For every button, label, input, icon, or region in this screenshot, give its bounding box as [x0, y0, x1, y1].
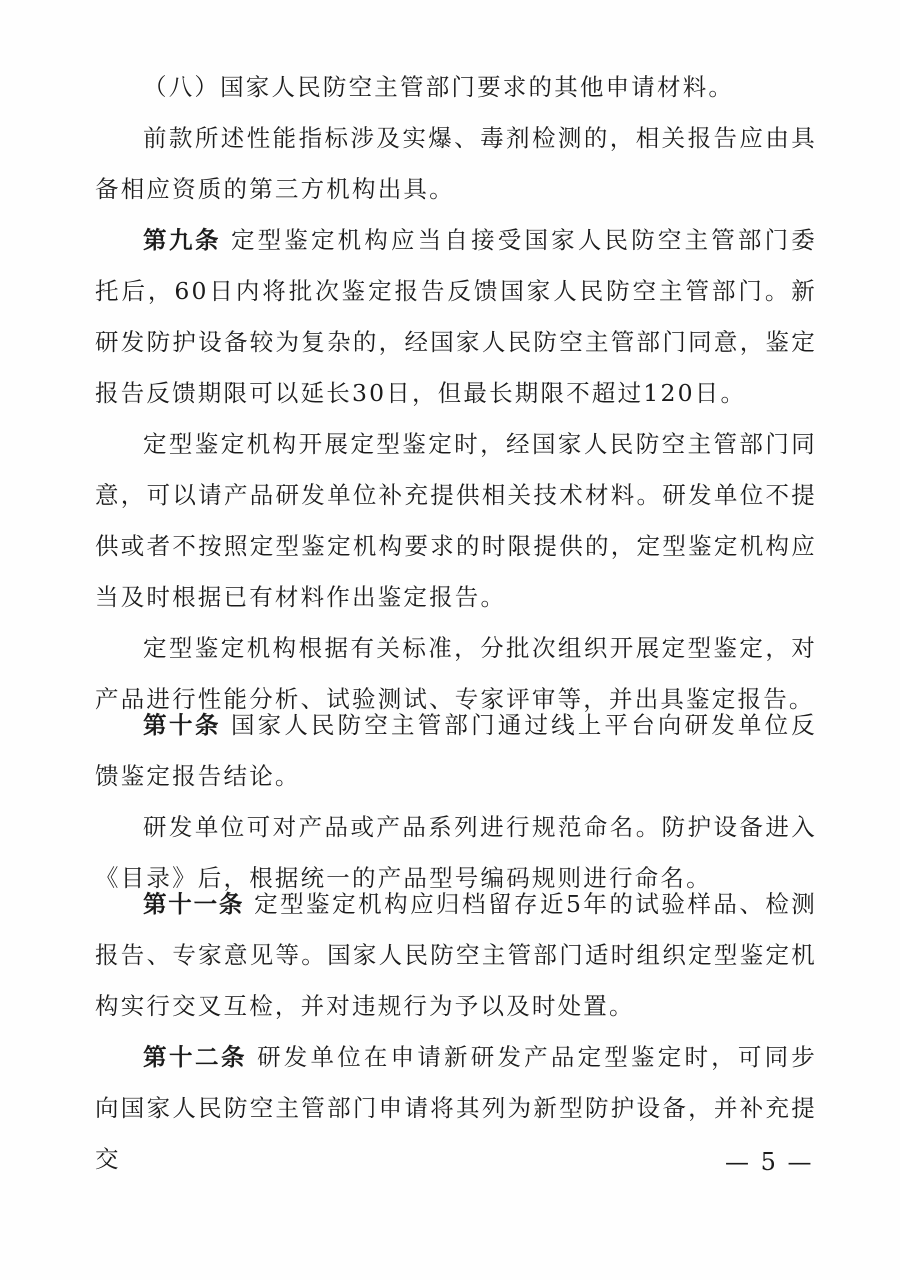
paragraph-6 — [95, 700, 817, 802]
article-number: 第十一条 — [143, 890, 245, 918]
paragraph-text: 研发单位可对产品或产品系列进行规范命名。防护设备进入《目录》后，根据统一的产品型号编码规则进行命名。 — [95, 813, 817, 892]
paragraph-text: 研发单位在申请新研发产品定型鉴定时，可同步向国家人民防空主管部门申请将其列为新型防护设备，并补充提交 — [95, 1043, 818, 1173]
article-number: 第十条 — [143, 711, 221, 739]
paragraph-text: 定型鉴定机构开展定型鉴定时，经国家人民防空主管部门同意，可以请产品研发单位补充提供相关技术材料。研发单位不提供或者不按照定型鉴定机构要求的时限提供的，定型鉴定机构应当及时根据已有材料作出鉴定报告。 — [95, 430, 817, 611]
paragraph-text: 前款所述性能指标涉及实爆、毒剂检测的，相关报告应由具备相应资质的第三方机构出具。 — [95, 124, 817, 203]
paragraph-text: 国家人民防空主管部门通过线上平台向研发单位反馈鉴定报告结论。 — [95, 711, 817, 790]
paragraph-3 — [95, 215, 817, 419]
paragraph-text: 定型鉴定机构应归档留存近5年的试验样品、检测报告、专家意见等。国家人民防空主管部门适时组织定型鉴定机构实行交叉互检，并对违规行为予以及时处置。 — [95, 890, 818, 1020]
paragraph-1 — [95, 62, 817, 113]
paragraph-text: （八）国家人民防空主管部门要求的其他申请材料。 — [143, 73, 735, 101]
article-number: 第九条 — [143, 226, 221, 254]
paragraph-9 — [95, 1032, 817, 1185]
paragraph-text: 定型鉴定机构应当自接受国家人民防空主管部门委托后，60日内将批次鉴定报告反馈国家人民防空主管部门。新研发防护设备较为复杂的，经国家人民防空主管部门同意，鉴定报告反馈期限可以延长30日，但最长期限不超过120日。 — [95, 226, 817, 407]
page-number: — 5 — — [725, 1148, 814, 1176]
paragraph-4 — [95, 419, 817, 623]
paragraph-8 — [95, 879, 817, 1032]
paragraph-2 — [95, 113, 817, 215]
paragraph-text: 定型鉴定机构根据有关标准，分批次组织开展定型鉴定，对产品进行性能分析、试验测试、专家评审等，并出具鉴定报告。 — [95, 634, 817, 713]
article-number: 第十二条 — [143, 1043, 248, 1071]
